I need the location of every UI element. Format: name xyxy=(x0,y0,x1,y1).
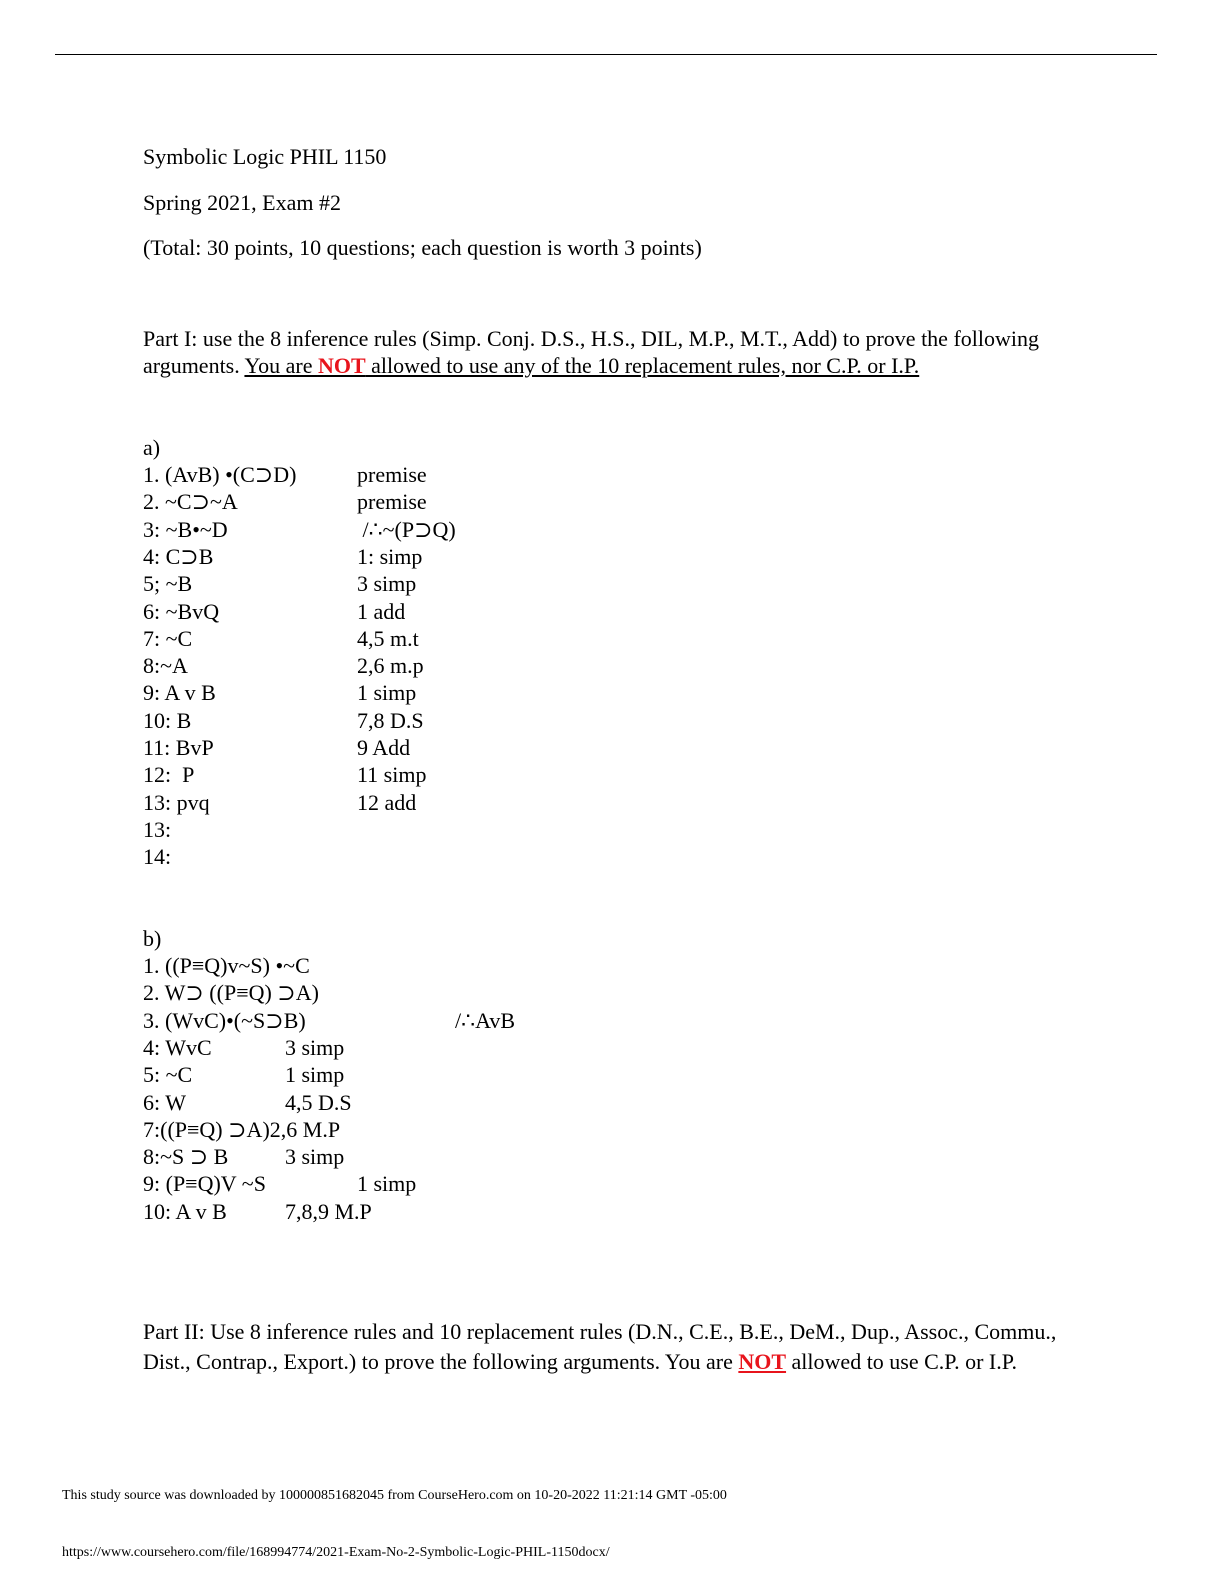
part1-not-emphasis: NOT xyxy=(317,353,366,378)
proof-justification: 12 add xyxy=(357,789,417,815)
proof-step: 11: BvP xyxy=(143,735,214,760)
proof-step: 5; ~B xyxy=(143,571,193,597)
proof-justification: premise xyxy=(357,462,427,487)
proof-step: 12: P xyxy=(143,762,195,788)
proof-justification: 4,5 D.S xyxy=(285,1089,352,1115)
proof-b-label: b) xyxy=(143,926,162,951)
proof-step: 4: C⊃B xyxy=(143,543,214,569)
proof-step: 10: B xyxy=(143,707,192,733)
proof-justification: 1 simp xyxy=(357,1171,417,1197)
proof-step: 3. (WvC)•(~S⊃B) xyxy=(143,1007,306,1033)
part2-intro-end: allowed to use C.P. or I.P. xyxy=(786,1349,1018,1374)
proof-justification: 7,8,9 M.P xyxy=(285,1198,372,1224)
top-rule xyxy=(55,54,1157,55)
proof-step: 3: ~B•~D xyxy=(143,516,228,542)
part2-instructions xyxy=(143,1317,1063,1377)
proof-step: 9: (P≡Q)V ~S xyxy=(143,1171,266,1197)
proof-justification: premise xyxy=(357,489,427,515)
part2-intro: Part II: Use 8 inference rules and 10 replacement rules (D.N., C.E., B.E., DeM., Dup., Assoc., Commu., Dist., Contrap., Export.) to prove the following arguments. You are xyxy=(143,1319,1057,1374)
proof-justification: 1 simp xyxy=(357,680,417,706)
proof-justification: 1 simp xyxy=(285,1062,345,1088)
part1-restriction: You are NOT allowed to use any of the 10 replacement rules, nor C.P. or I.P. xyxy=(244,353,920,378)
proof-step: 2. ~C⊃~A xyxy=(143,489,238,515)
proof-step: 10: A v B xyxy=(143,1198,227,1224)
proof-justification: /∴AvB xyxy=(455,1007,516,1033)
part1-instructions xyxy=(143,325,1063,379)
proof-step: 1. (AvB) •(C⊃D) xyxy=(143,462,297,487)
part2-not-emphasis: NOT xyxy=(738,1349,787,1374)
exam-title: Spring 2021, Exam #2 xyxy=(143,190,341,215)
proof-justification: /∴~(P⊃Q) xyxy=(357,516,456,542)
proof-step: 9: A v B xyxy=(143,680,216,706)
course-title: Symbolic Logic PHIL 1150 xyxy=(143,144,387,169)
proof-justification: 7,8 D.S xyxy=(357,707,424,733)
part1-intro: Part I: use the 8 inference rules (Simp. Conj. D.S., H.S., DIL, M.P., M.T., Add) to prove the following arguments. xyxy=(143,326,1039,378)
proof-justification: 1 add xyxy=(357,598,406,624)
proof-justification: 3 simp xyxy=(285,1034,345,1060)
proof-step: 4: WvC xyxy=(143,1034,212,1060)
proof-step: 7: ~C xyxy=(143,625,193,651)
proof-justification: 3 simp xyxy=(285,1144,345,1170)
proof-justification: 4,5 m.t xyxy=(357,625,419,651)
proof-step: 5: ~C xyxy=(143,1062,193,1088)
proof-justification: 1: simp xyxy=(357,543,423,569)
download-notice: This study source was downloaded by 100000851682045 from CourseHero.com on 10-20-2022 11:21:14 GMT -05:00 xyxy=(62,1488,727,1503)
proof-step: 13: pvq xyxy=(143,789,210,815)
proof-step: 8:~A xyxy=(143,653,188,679)
proof-step: 13: xyxy=(143,816,172,842)
proof-justification: 9 Add xyxy=(357,735,411,760)
proof-step: 7:((P≡Q) ⊃A)2,6 M.P xyxy=(143,1116,341,1142)
proof-step: 14: xyxy=(143,844,172,870)
proof-a-label: a) xyxy=(143,435,161,460)
proof-step: 2. W⊃ ((P≡Q) ⊃A) xyxy=(143,980,319,1006)
proof-step: 1. ((P≡Q)v~S) •~C xyxy=(143,953,310,978)
source-url: https://www.coursehero.com/file/168994774/2021-Exam-No-2-Symbolic-Logic-PHIL-1150docx/ xyxy=(62,1545,610,1560)
proof-justification: 2,6 m.p xyxy=(357,653,424,679)
proof-step: 6: ~BvQ xyxy=(143,598,220,624)
proof-justification: 11 simp xyxy=(357,762,427,788)
total-points: (Total: 30 points, 10 questions; each question is worth 3 points) xyxy=(143,235,702,260)
proof-justification: 3 simp xyxy=(357,571,417,597)
proof-step: 6: W xyxy=(143,1089,186,1115)
proof-step: 8:~S ⊃ B xyxy=(143,1144,229,1170)
